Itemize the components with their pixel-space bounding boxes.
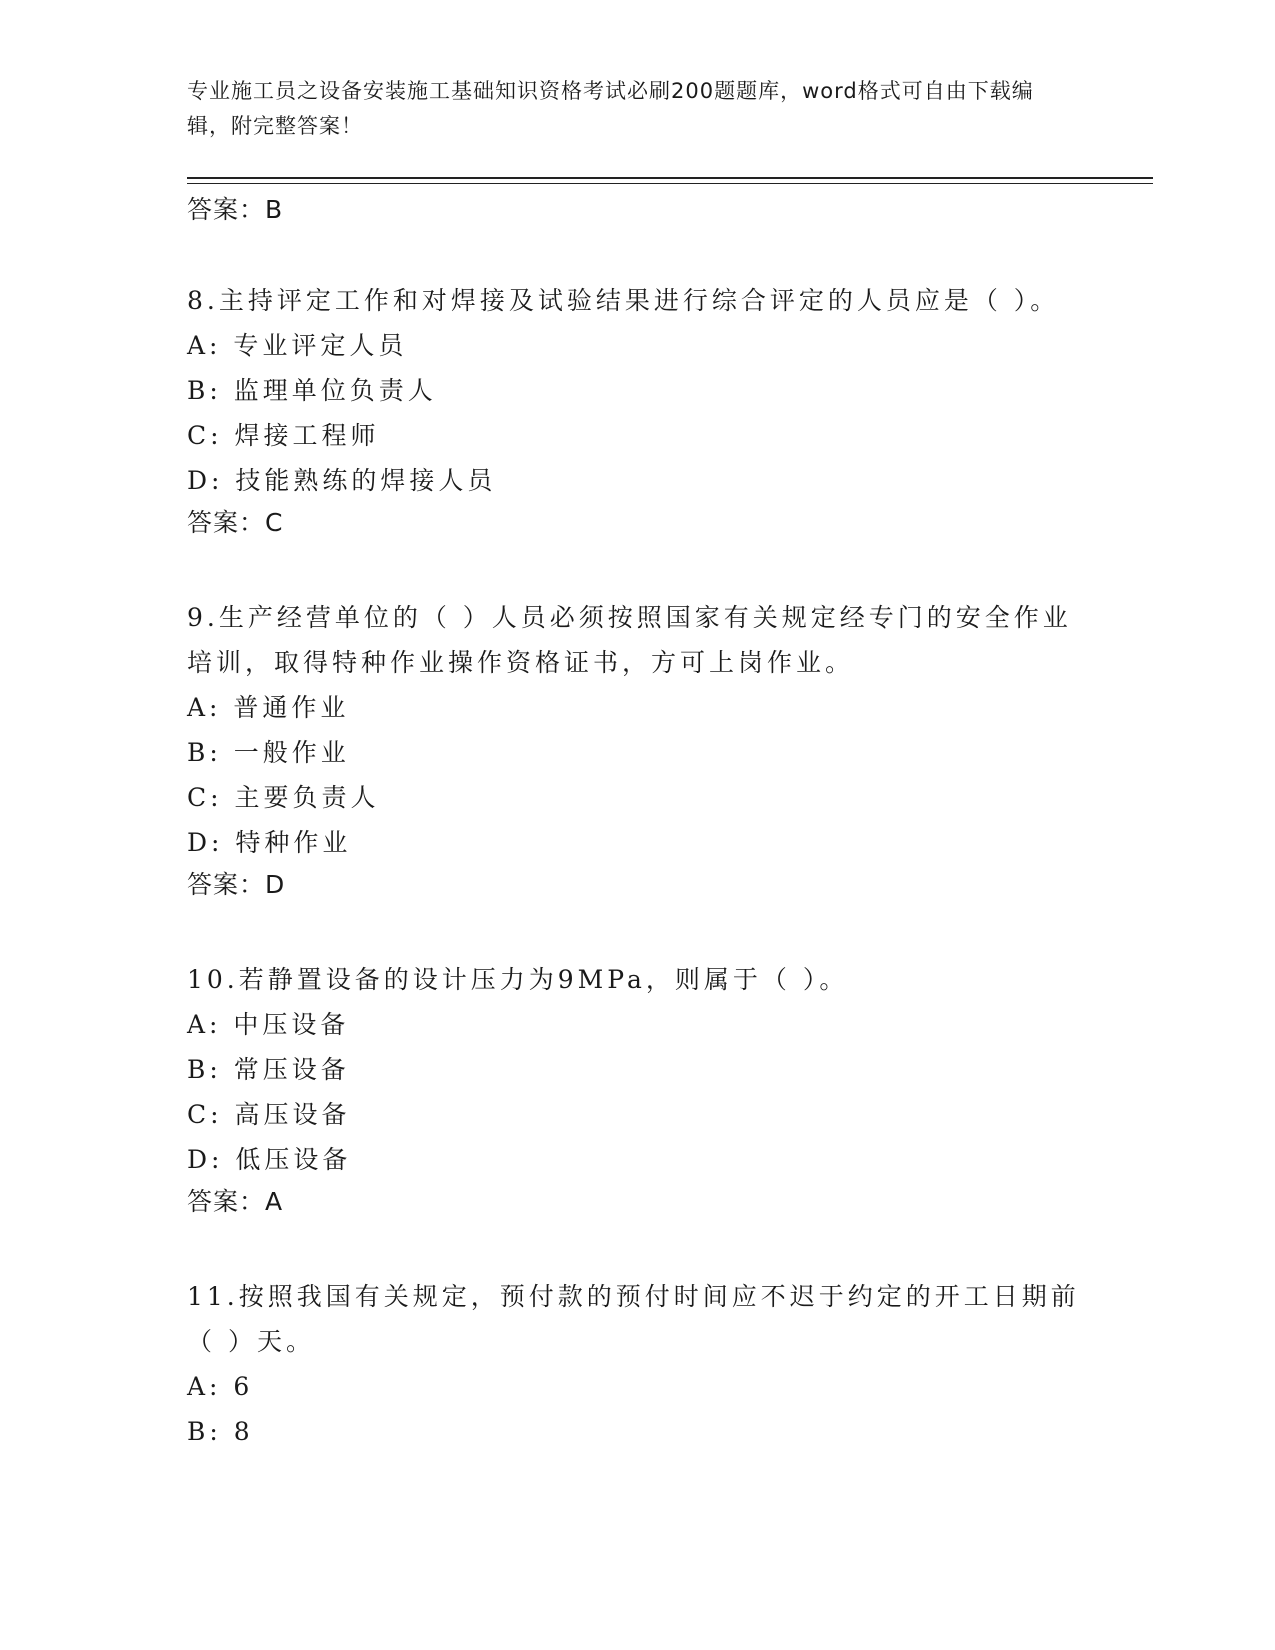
option-d: D: 技能熟练的焊接人员: [187, 466, 497, 495]
option-d: D: 特种作业: [187, 828, 352, 857]
option-a: A: 专业评定人员: [187, 331, 408, 360]
header-rule-thick: [187, 177, 1153, 179]
question-text: 9.生产经营单位的（ ）人员必须按照国家有关规定经专门的安全作业培训，取得特种作业操作资格证书，方可上岗作业。: [187, 603, 1072, 677]
header-rule-thin: [187, 183, 1153, 184]
option-b: B: 8: [187, 1417, 254, 1446]
question-text: 10.若静置设备的设计压力为9MPa，则属于（ ）。: [187, 965, 849, 994]
option-a: A: 普通作业: [187, 693, 350, 722]
question-11: [187, 1274, 1087, 1454]
option-b: B: 常压设备: [187, 1055, 350, 1084]
option-c: C: 焊接工程师: [187, 421, 380, 450]
question-text: 8.主持评定工作和对焊接及试验结果进行综合评定的人员应是（ ）。: [187, 286, 1060, 315]
answer: 答案：A: [187, 1187, 284, 1216]
option-d: D: 低压设备: [187, 1145, 352, 1174]
option-c: C: 主要负责人: [187, 783, 380, 812]
option-a: A: 6: [187, 1372, 254, 1401]
option-b: B: 一般作业: [187, 738, 350, 767]
question-9: [187, 595, 1087, 905]
answer: 答案：C: [187, 508, 284, 537]
option-a: A: 中压设备: [187, 1010, 350, 1039]
document-header: 专业施工员之设备安装施工基础知识资格考试必刷200题题库，word格式可自由下载编辑，附完整答案！: [187, 79, 1034, 138]
question-10: [187, 957, 1087, 1222]
question-8: [187, 278, 1087, 543]
answer: 答案：D: [187, 870, 286, 899]
question-list: [187, 190, 1087, 1454]
option-c: C: 高压设备: [187, 1100, 351, 1129]
option-b: B: 监理单位负责人: [187, 376, 437, 405]
prev-answer: 答案：B: [187, 195, 284, 224]
question-text: 11.按照我国有关规定，预付款的预付时间应不迟于约定的开工日期前（ ）天。: [187, 1282, 1080, 1356]
